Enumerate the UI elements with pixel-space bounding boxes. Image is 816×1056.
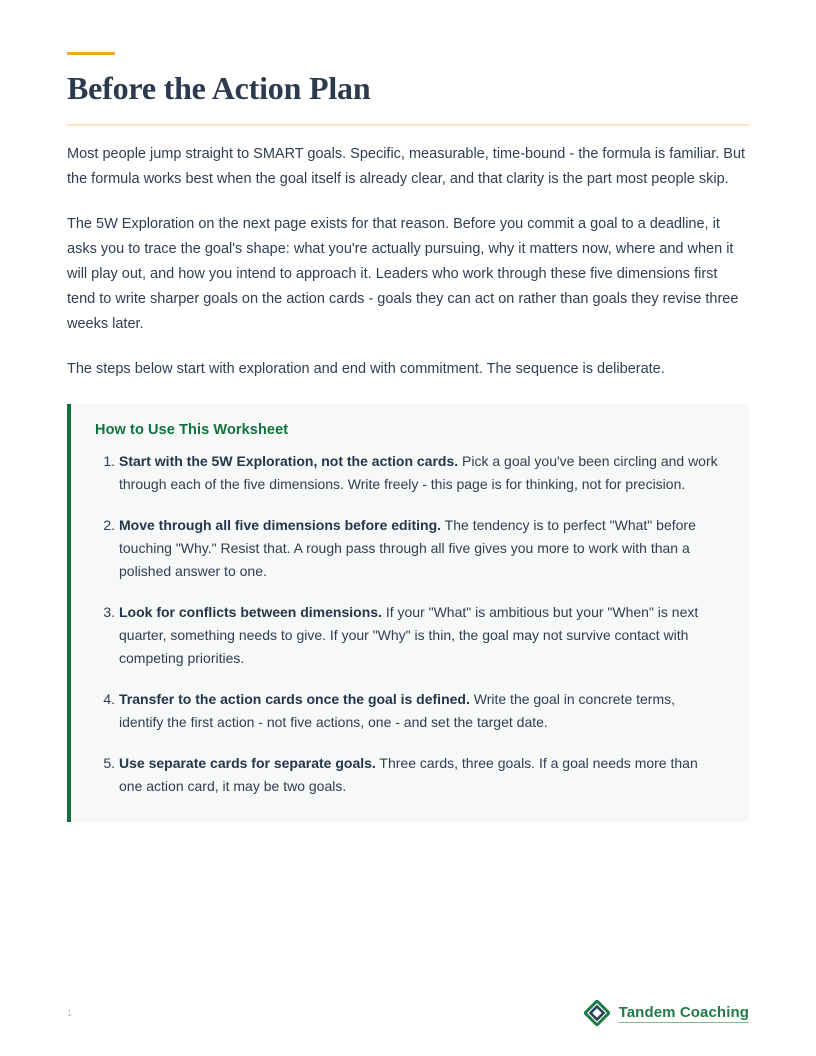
list-item: [119, 514, 719, 583]
list-item: [119, 450, 719, 496]
title-divider: [67, 124, 749, 126]
page-number: 1: [67, 1008, 73, 1018]
body-copy: [67, 142, 749, 382]
list-item: [119, 688, 719, 734]
step-text: Write the goal in concrete terms, identify the first action - not five actions, one - and set the target date.: [119, 691, 676, 730]
logo-wordmark: Tandem Coaching: [618, 1003, 749, 1021]
page-title: Before the Action Plan: [67, 70, 371, 106]
step-text: If your "What" is ambitious but your "When" is next quarter, something needs to give. If your "Why" is thin, the goal may not survive contact with competing priorities.: [119, 604, 699, 666]
page-header: [67, 52, 749, 126]
paragraph-1: Most people jump straight to SMART goals. Specific, measurable, time-bound - the formula is familiar. But the formula works best when the goal itself is already clear, and that clarity is the part most people skip.: [67, 146, 746, 187]
accent-bar: [67, 52, 115, 55]
paragraph-2: The 5W Exploration on the next page exists for that reason. Before you commit a goal to a deadline, it asks you to trace the goal's shape: what you're actually pursuing, why it matters now, where and when it will play out, and how you intend to approach it. Leaders who work through these five dimensions first tend to write sharper goals on the action cards - goals they can act on rather than goals they revise three weeks later.: [67, 216, 739, 332]
list-item: [119, 752, 719, 798]
paragraph-3: The steps below start with exploration and end with commitment. The sequence is deliberate.: [67, 361, 665, 377]
step-text: The tendency is to perfect "What" before touching "Why." Resist that. A rough pass through all five gives you more to work with than a polished answer to one.: [119, 517, 696, 579]
step-text: Pick a goal you've been circling and work through each of the five dimensions. Write freely - this page is for thinking, not for precision.: [119, 453, 718, 492]
how-to-use-callout: [67, 404, 749, 822]
step-text: Three cards, three goals. If a goal needs more than one action card, it may be two goals.: [119, 755, 698, 794]
footer-logo: [584, 1000, 749, 1026]
tandem-diamond-icon: [584, 1000, 610, 1026]
step-lead: Transfer to the action cards once the goal is defined.: [119, 691, 470, 707]
list-item: [119, 601, 719, 670]
step-lead: Use separate cards for separate goals.: [119, 755, 376, 771]
step-lead: Start with the 5W Exploration, not the action cards.: [119, 453, 459, 469]
step-lead: Look for conflicts between dimensions.: [119, 604, 382, 620]
steps-list: [95, 450, 719, 798]
step-lead: Move through all five dimensions before editing.: [119, 517, 442, 533]
callout-title: How to Use This Worksheet: [95, 422, 289, 438]
